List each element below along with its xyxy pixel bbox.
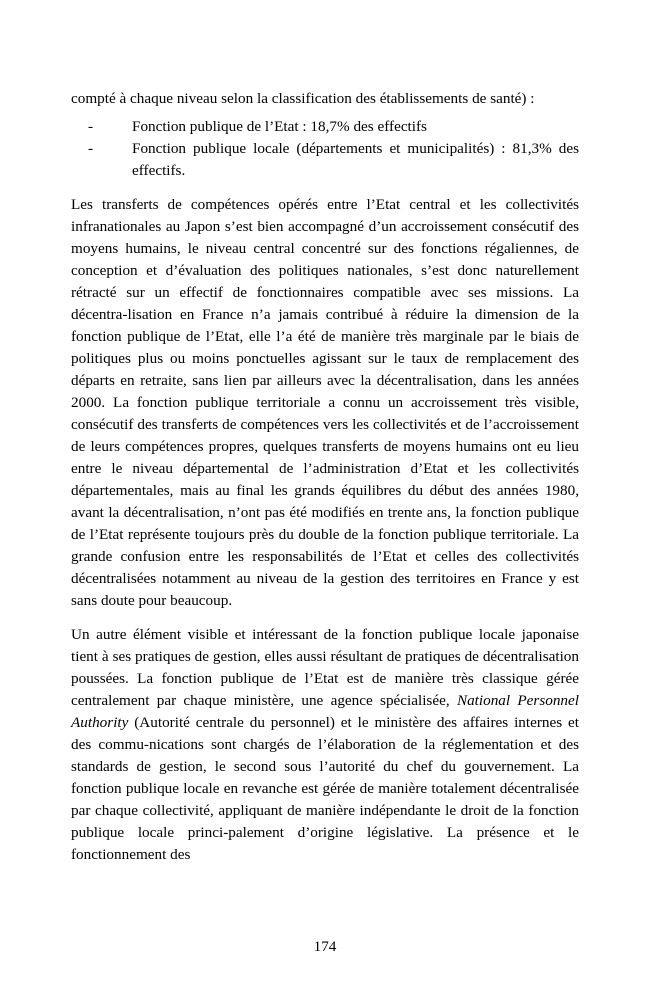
list-item-label: Fonction publique de l’Etat : 18,7% des effectifs [132, 118, 427, 135]
paragraph-transfers-competences: Les transferts de compétences opérés entre l’Etat central et les collectivités infranationales au Japon s’est bien accompagné d’un accroissement consécutif des moyens humains, le niveau central concentré sur des fonctions régaliennes, de conception et d’évaluation des politiques nationales, s’est donc naturellement rétracté sur un effectif de fonctionnaires compatible avec ses missions. La décentra-lisation en France n’a jamais contribué à réduire la dimension de la fonction publique de l’Etat, elle l’a été de manière très marginale par le biais de politiques plus ou moins ponctuelles agissant sur le taux de remplacement des départs en retraite, sans lien par ailleurs avec la décentralisation, dans les années 2000. La fonction publique territoriale a connu un accroissement très visible, consécutif des transferts de compétences vers les collectivités et de l’accroissement de leurs compétences propres, quelques transferts de moyens humains ont eu lieu entre le niveau départemental de l’administration d’Etat et les collectivités départementales, mais au final les grands équilibres du début des années 1980, avant la décentralisation, n’ont pas été modifiés en trente ans, la fonction publique de l’Etat représente toujours près du double de la fonction publique territoriale. La grande confusion entre les responsabilités de l’Etat et celles des collectivités décentralisées notamment au niveau de la gestion des territoires en France y est sans doute pour beaucoup. [71, 196, 579, 609]
paragraph-gestion-text-before: Un autre élément visible et intéressant de la fonction publique locale japonaise tient à ses pratiques de gestion, elles aussi résultant de pratiques de décentralisation poussées. La fonction publique de l’Etat est de manière très classique gérée centralement par chaque ministère, une agence spécialisée, [71, 626, 579, 709]
italic-term-national-personnel-authority: National Personnel Authority [71, 692, 579, 731]
effectifs-list [71, 116, 579, 182]
page-content [71, 88, 579, 866]
page-number: 174 [313, 938, 337, 955]
list-item-label: Fonction publique locale (départements et municipalités) : 81,3% des effectifs. [132, 140, 579, 179]
list-item [71, 138, 579, 182]
paragraph-pratiques-gestion [71, 624, 579, 866]
paragraph-gestion-text-after: (Autorité centrale du personnel) et le ministère des affaires internes et des commu-nications sont chargés de l’élaboration de la réglementation et des standards de gestion, le second sous l’autorité du chef du gouvernement. La fonction publique locale en revanche est gérée de manière totalement décentralisée par chaque collectivité, appliquant de manière indépendante le droit de la fonction publique locale princi-palement d’origine législative. La présence et le fonctionnement des [71, 714, 579, 863]
list-marker-dash: - [88, 118, 94, 135]
paragraph-intro: compté à chaque niveau selon la classification des établissements de santé) : [71, 90, 535, 107]
list-marker-dash: - [88, 140, 94, 157]
list-item [71, 116, 579, 138]
